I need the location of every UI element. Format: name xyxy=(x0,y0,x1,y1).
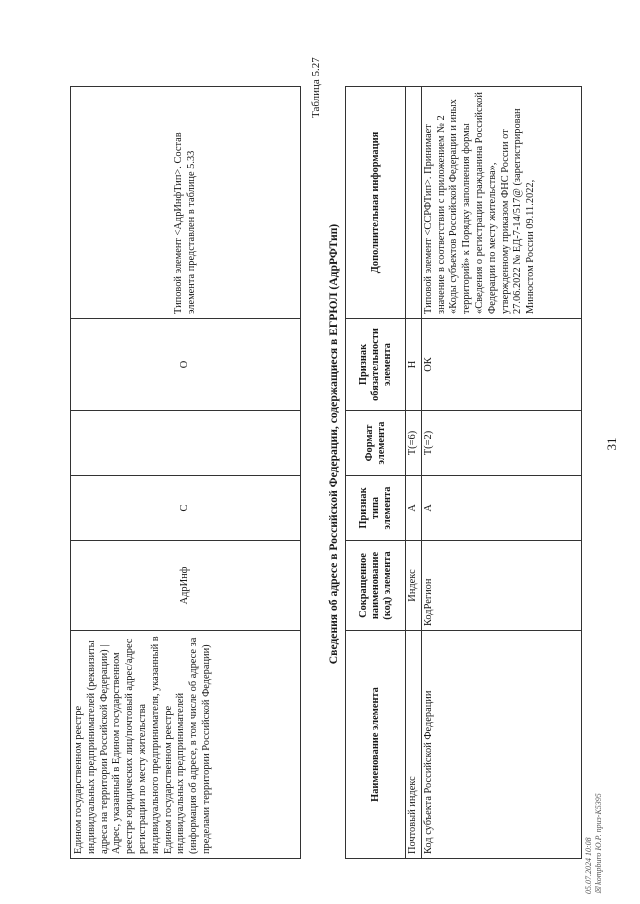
address-table xyxy=(345,86,582,859)
cell-type: С xyxy=(71,476,301,541)
cell-name: Код субъекта Российской Федерации xyxy=(421,631,581,859)
table-title: Сведения об адресе в Российской Федерации, содержащиеся в ЕГРЮЛ (АдрРФТип) xyxy=(327,223,340,665)
header-format: Формат элемента xyxy=(346,411,406,476)
cell-name: Почтовый индекс xyxy=(406,631,422,859)
header-mandatory: Признак обязательности элемента xyxy=(346,319,406,411)
cell-type: А xyxy=(421,476,581,541)
cell-name: Едином государственном реестре индивидуальных предпринимателей (реквизиты адреса на территории Российской Федерации) | Адрес, указанный в Едином государственном реестре юридических лиц/почтовый адрес/адрес регистрации по месту жительства индивидуального предпринимателя, указанный в Едином государственном реестре индивидуальных предпринимателей (информация об адресе, в том числе об адресе за пределами территории Российской Федерации) xyxy=(71,631,301,859)
table-row xyxy=(71,87,301,859)
cell-info: Типовой элемент <АдрИнфТип>. Состав элемента представлен в таблице 5.33 xyxy=(71,87,301,319)
header-name: Наименование элемента xyxy=(346,631,406,859)
stamp-date: 05.07.2024 10:08 xyxy=(584,837,593,894)
cell-type: А xyxy=(406,476,422,541)
table-number: Таблица 5.27 xyxy=(310,57,322,118)
page-number: 31 xyxy=(604,437,619,451)
table-row xyxy=(421,87,581,859)
cell-info: Типовой элемент <ССРФТип>. Принимает значение в соответствии с приложением № 2 «Коды субъектов Российской Федерации и иных территорий» к Порядку заполнения формы «Сведения о регистрации гражданина Российской Федерации по месту жительства», утвержденному приказом ФНС России от 27.06.2022 № ЕД-7-14/517@ (зарегистрирован Минюстом России 09.11.2022, xyxy=(421,87,581,319)
header-type: Признак типа элемента xyxy=(346,476,406,541)
cell-mandatory: Н xyxy=(406,319,422,411)
header-row xyxy=(346,87,406,859)
header-info: Дополнительная информация xyxy=(346,87,406,319)
cell-format: T(=6) xyxy=(406,411,422,476)
continuation-table xyxy=(70,86,301,859)
cell-format: T(=2) xyxy=(421,411,581,476)
print-stamp xyxy=(584,793,604,894)
table-row xyxy=(406,87,422,859)
cell-info xyxy=(406,87,422,319)
cell-code: АдрИнф xyxy=(71,541,301,631)
cell-mandatory: О xyxy=(71,319,301,411)
cell-code: Индекс xyxy=(406,541,422,631)
cell-format xyxy=(71,411,301,476)
stamp-author: ☒ kompburo Ю.Р. приз-К5395 xyxy=(594,793,603,894)
cell-code: КодРегион xyxy=(421,541,581,631)
cell-mandatory: ОК xyxy=(421,319,581,411)
header-code: Сокращенное наименование (код) элемента xyxy=(346,541,406,631)
